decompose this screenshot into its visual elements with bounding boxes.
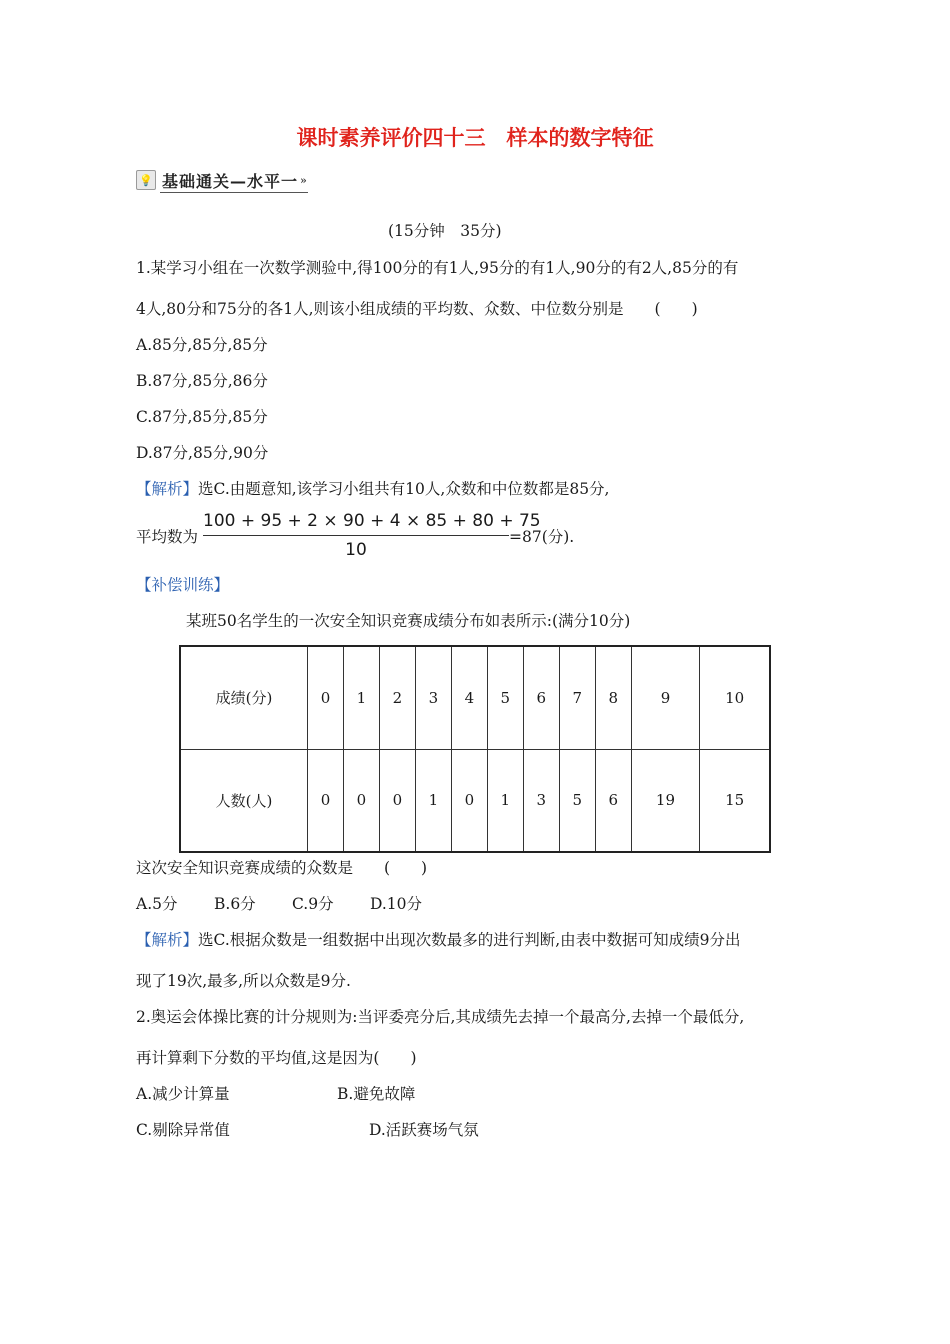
analysis-tag: 【解析】 bbox=[136, 480, 199, 498]
table-cell: 3 bbox=[523, 749, 559, 852]
q1-option-c: C.87分,85分,85分 bbox=[136, 408, 268, 426]
table-cell: 0 bbox=[308, 646, 344, 749]
table-cell: 8 bbox=[595, 646, 631, 749]
section-underline bbox=[160, 192, 308, 193]
comp-option-d: D.10分 bbox=[370, 895, 423, 913]
fraction-bar bbox=[203, 535, 509, 536]
table-cell: 2 bbox=[379, 646, 415, 749]
compensation-question: 这次安全知识竞赛成绩的众数是 ( ) bbox=[136, 859, 428, 877]
q1-analysis bbox=[136, 479, 609, 499]
q2-option-c: C.剔除异常值 bbox=[136, 1121, 230, 1139]
analysis-text: 选C.由题意知,该学习小组共有10人,众数和中位数都是85分, bbox=[198, 480, 610, 498]
table-cell: 3 bbox=[415, 646, 451, 749]
q1-stem-line1: 1.某学习小组在一次数学测验中,得100分的有1人,95分的有1人,90分的有2人,85分的有 bbox=[136, 259, 739, 277]
compensation-tag: 【补偿训练】 bbox=[136, 576, 230, 594]
comp-option-a: A.5分 bbox=[136, 895, 178, 913]
table-cell: 0 bbox=[308, 749, 344, 852]
table-cell: 5 bbox=[559, 749, 595, 852]
table-row bbox=[180, 646, 770, 749]
table-cell: 10 bbox=[700, 646, 770, 749]
q1-stem-line2: 4人,80分和75分的各1人,则该小组成绩的平均数、众数、中位数分别是 ( ) bbox=[136, 300, 698, 318]
table-cell: 0 bbox=[451, 749, 487, 852]
compensation-analysis bbox=[136, 930, 741, 950]
section-header bbox=[136, 168, 307, 192]
fraction-numerator: 100 + 95 + 2 × 90 + 4 × 85 + 80 + 75 bbox=[203, 511, 541, 531]
table-cell: 6 bbox=[595, 749, 631, 852]
table-cell: 9 bbox=[631, 646, 700, 749]
page-title: 课时素养评价四十三 样本的数字特征 bbox=[296, 126, 654, 150]
table-header-score: 成绩(分) bbox=[180, 646, 308, 749]
compensation-analysis-line2: 现了19次,最多,所以众数是9分. bbox=[136, 972, 351, 990]
table-cell: 1 bbox=[343, 646, 379, 749]
table-cell: 5 bbox=[487, 646, 523, 749]
table-cell: 0 bbox=[379, 749, 415, 852]
table-cell: 7 bbox=[559, 646, 595, 749]
analysis-tag: 【解析】 bbox=[136, 931, 199, 949]
q1-option-d: D.87分,85分,90分 bbox=[136, 444, 269, 462]
q2-option-d: D.活跃赛场气氛 bbox=[369, 1121, 479, 1139]
table-cell: 4 bbox=[451, 646, 487, 749]
compensation-intro: 某班50名学生的一次安全知识竞赛成绩分布如表所示:(满分10分) bbox=[186, 612, 631, 630]
table-row bbox=[180, 749, 770, 852]
table-cell: 15 bbox=[700, 749, 770, 852]
q1-option-a: A.85分,85分,85分 bbox=[136, 336, 268, 354]
analysis-text: 选C.根据众数是一组数据中出现次数最多的进行判断,由表中数据可知成绩9分出 bbox=[198, 931, 741, 949]
table-header-count: 人数(人) bbox=[180, 749, 308, 852]
table-cell: 0 bbox=[343, 749, 379, 852]
q2-stem-line2: 再计算剩下分数的平均值,这是因为( ) bbox=[136, 1049, 417, 1067]
table-cell: 1 bbox=[415, 749, 451, 852]
average-fraction bbox=[203, 511, 541, 560]
table-cell: 1 bbox=[487, 749, 523, 852]
avg-suffix: =87(分). bbox=[509, 528, 575, 546]
q1-option-b: B.87分,85分,86分 bbox=[136, 372, 268, 390]
comp-option-c: C.9分 bbox=[292, 895, 334, 913]
double-arrow-icon: » bbox=[300, 173, 307, 187]
lightbulb-icon: 💡 bbox=[136, 170, 156, 190]
comp-option-b: B.6分 bbox=[214, 895, 256, 913]
avg-prefix: 平均数为 bbox=[136, 528, 199, 546]
table-cell: 6 bbox=[523, 646, 559, 749]
time-note: (15分钟 35分) bbox=[388, 222, 502, 240]
score-table bbox=[179, 645, 771, 853]
q2-option-b: B.避免故障 bbox=[337, 1085, 416, 1103]
q2-option-a: A.减少计算量 bbox=[136, 1085, 230, 1103]
fraction-denominator: 10 bbox=[345, 540, 367, 560]
q2-stem-line1: 2.奥运会体操比赛的计分规则为:当评委亮分后,其成绩先去掉一个最高分,去掉一个最低分, bbox=[136, 1008, 745, 1026]
section-label: 基础通关—水平一 bbox=[162, 171, 299, 191]
table-cell: 19 bbox=[631, 749, 700, 852]
